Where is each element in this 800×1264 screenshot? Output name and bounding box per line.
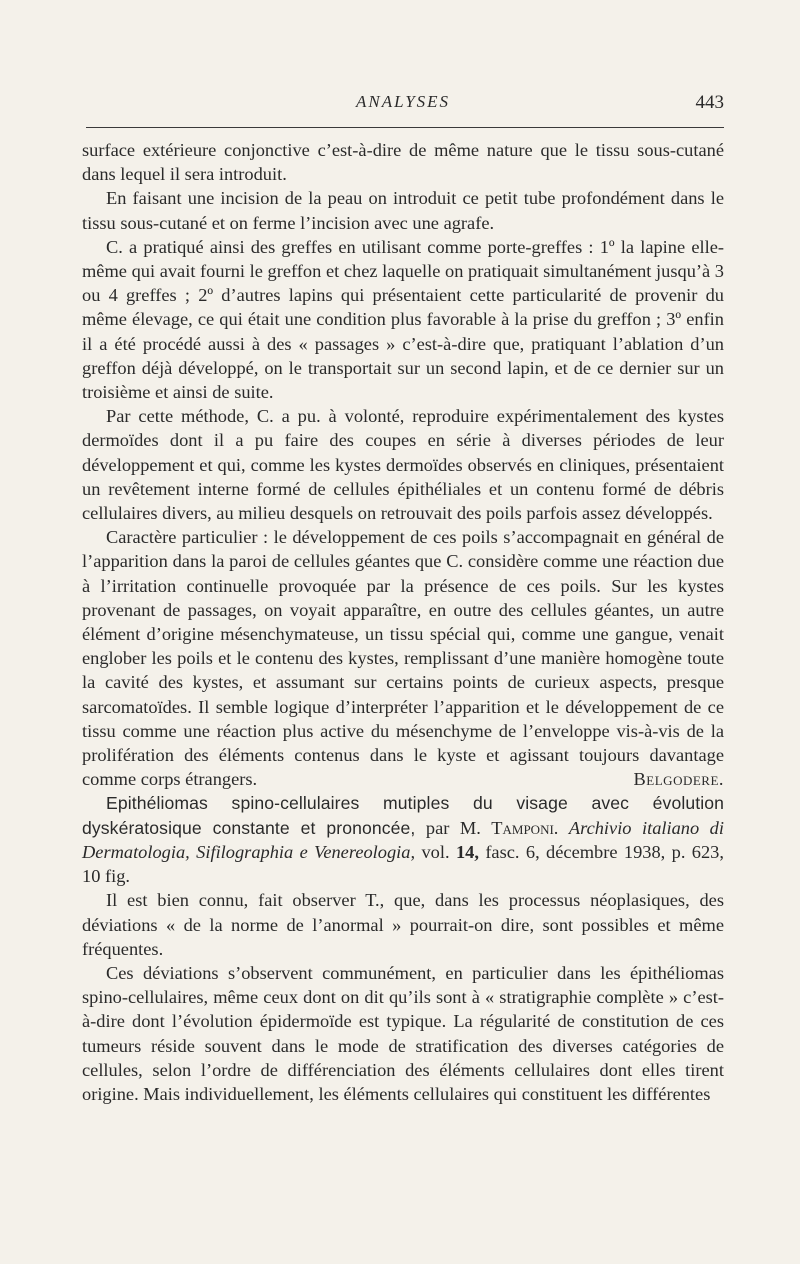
volume-number: 14, bbox=[455, 841, 479, 862]
body-text bbox=[82, 138, 724, 1106]
paragraph: Ces déviations s’observent communément, en particulier dans les épithéliomas spino-cellulaires, même ceux dont on dit qu’ils sont à « stratigraphie complète » c’est-à-dire dont l’évolution épidermoïde est typique. La régularité de constitution de ces tumeurs réside souvent dans le mode de stratification des diverses catégories de cellules, selon l’ordre de différenciation des éléments cellulaires dont elles tirent origine. Mais individuellement, les éléments cellulaires qui constituent les différentes bbox=[82, 962, 724, 1104]
reviewer-signature: Belgodere. bbox=[633, 769, 724, 790]
paragraph bbox=[82, 525, 724, 791]
header-rule bbox=[86, 127, 724, 128]
article-heading bbox=[82, 791, 724, 888]
paragraph: Par cette méthode, C. a pu. à volonté, reproduire expérimentalement des kystes dermoïdes dont il a pu faire des coupes en série à diverses périodes de leur développement et qui, comme les kystes dermoïdes observés en cliniques, présentaient un revêtement interne formé de cellules épithéliales et un contenu formé de débris cellulaires divers, au milieu desquels on retrouvait des poils parfois assez développés. bbox=[82, 406, 724, 524]
page-number: 443 bbox=[695, 92, 724, 113]
citation-details: fasc. 6, décembre 1938, p. 623, 10 fig. bbox=[82, 841, 724, 887]
running-title: ANALYSES bbox=[355, 92, 451, 111]
paragraph-text: Caractère particulier : le développement de ces poils s’accompagnait en général de l’apparition dans la paroi de cellules géantes que C. considère comme une réaction due à l’irritation continuelle provoquée par la présence de ces poils. Sur les kystes provenant de passages, on voyait apparaître, en outre des cellules géantes, un autre élément d’origine mésenchymateuse, un tissu spécial qui, comme une gangue, venait englober les poils et le contenu des kystes, remplissant d’une manière homogène toute la cavité des kystes, et assumant sur certains points de curieux aspects, presque sarcomatoïdes. Il semble logique d’interpréter l’apparition et le développement de ce tissu comme une réaction plus active du mésenchyme de l’enveloppe vis-à-vis de la prolifération des éléments contenus dans le kyste et agissant toujours davantage comme corps étrangers. bbox=[82, 527, 724, 790]
article-author: Tamponi. bbox=[491, 817, 559, 838]
paragraph: surface extérieure conjonctive c’est-à-dire de même nature que le tissu sous-cutané dans lequel il sera introduit. bbox=[82, 140, 724, 185]
volume-prefix: vol. bbox=[421, 841, 450, 862]
journal-name: Archivio italiano di Dermatologia, Sifilographia e Venereologia, bbox=[82, 817, 724, 862]
running-head bbox=[82, 92, 724, 120]
byline-prefix: par M. bbox=[425, 817, 481, 838]
paragraph: C. a pratiqué ainsi des greffes en utilisant comme porte-greffes : 1º la lapine elle-même qui avait fourni le greffon et chez laquelle on pratiquait simultanément jusqu’à 3 ou 4 greffes ; 2º d’autres lapins qui présentaient cette particularité de provenir du même élevage, ce qui était une condition plus favorable à la prise du greffon ; 3º enfin il a été procédé aussi à des « passages » c’est-à-dire que, pratiquant l’ablation d’un greffon déjà développé, on le transportait sur un second lapin, et de ce dernier sur un troisième et ainsi de suite. bbox=[82, 236, 724, 403]
paragraph: Il est bien connu, fait observer T., que, dans les processus néoplasiques, des déviations « de la norme de l’anormal » pourrait-on dire, sont possibles et même fréquentes. bbox=[82, 890, 724, 959]
paragraph: En faisant une incision de la peau on introduit ce petit tube profondément dans le tissu sous-cutané et on ferme l’incision avec une agrafe. bbox=[82, 188, 724, 233]
article-title: Epithéliomas spino-cellulaires mutiples du visage avec évolution dyskératosique constante et prononcée, bbox=[82, 793, 724, 838]
